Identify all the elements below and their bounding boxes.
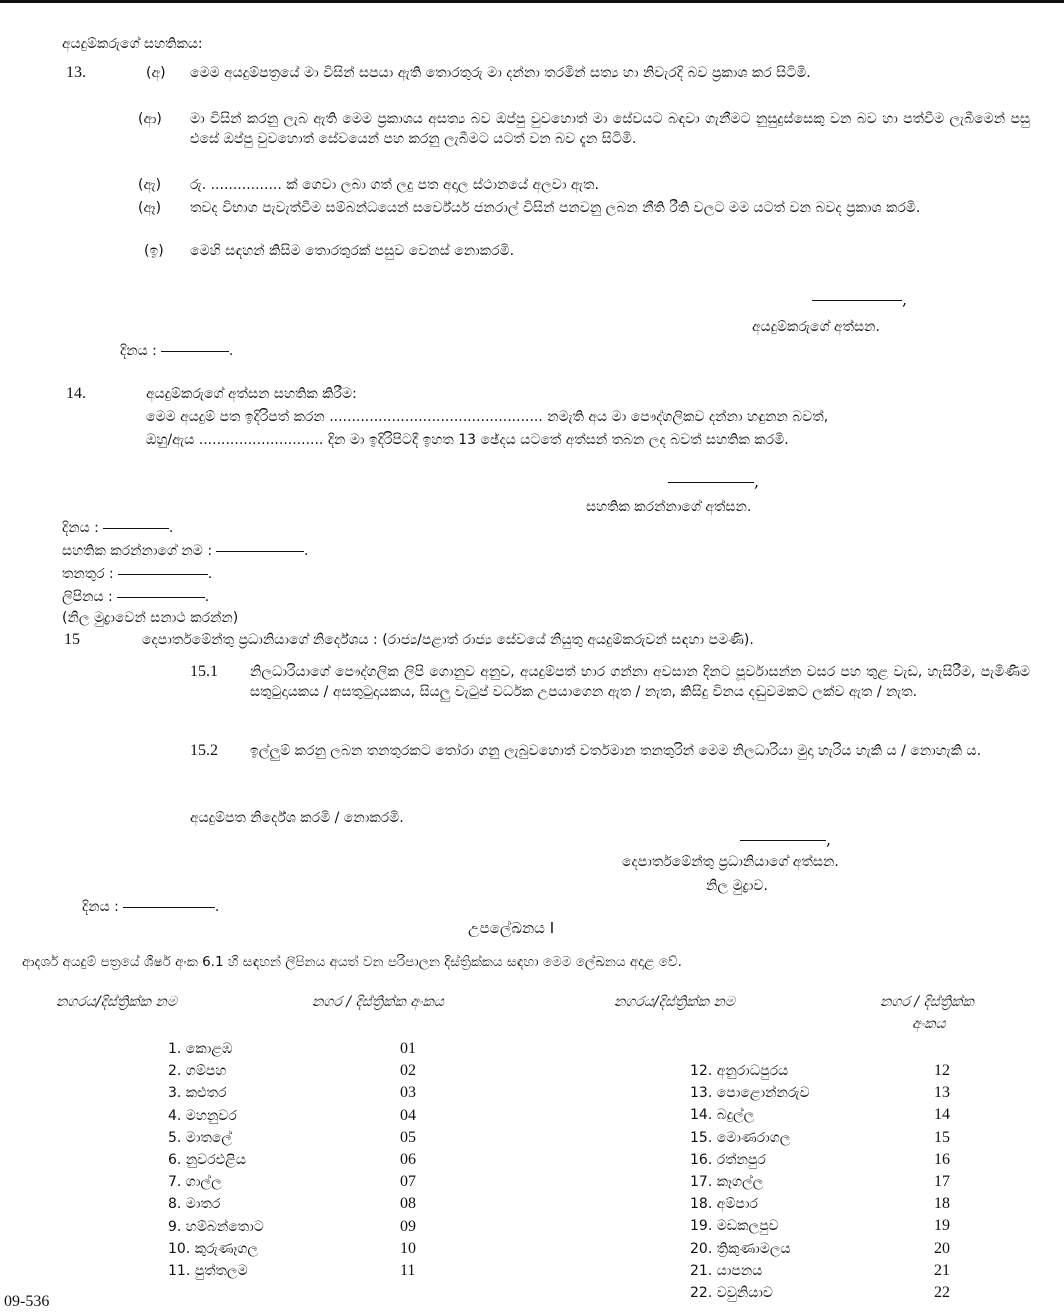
- district-code: 22: [934, 1284, 950, 1301]
- col-header-code-right-1: නගර / දිස්ත්‍රික්ක: [880, 994, 974, 1010]
- s13-item-ae: රු. ................ ක් ගෙවා ලබා ගත් ලදු පත අදාල ස්ථානයේ අලවා ඇත.: [190, 177, 599, 193]
- s13-marker-i: (ඉ): [144, 243, 164, 259]
- district-code: 03: [400, 1084, 416, 1102]
- district-name: 15. මොණරාගල: [690, 1129, 791, 1146]
- recommendation-statement: අයදුම්පත නිර්දේශ කරමි / නොකරමි.: [190, 810, 404, 826]
- district-name: 3. කළුතර: [168, 1085, 227, 1102]
- certifier-signature-label: සහතික කරන්නාගේ අත්සන.: [586, 499, 752, 515]
- certifier-name-field: සහතික කරන්නාගේ නම : .: [62, 543, 309, 559]
- designation-field: තනතුර : .: [62, 566, 213, 582]
- s13-item-i: මෙහි සඳහන් කිසිම තොරතුරක් පසුව වෙනස් නොකරමි.: [190, 243, 515, 259]
- district-name: 14. බදුල්ල: [690, 1107, 755, 1124]
- district-name: 20. ත්‍රිකුණාමලය: [690, 1240, 791, 1257]
- district-name: 2. ගම්පහ: [168, 1063, 227, 1080]
- seal-note: (නිල මුද්‍රාවෙන් සනාථ කරන්න): [62, 610, 239, 626]
- applicant-signature-line: ,: [808, 290, 907, 309]
- col-header-code-right-2: අංකය: [912, 1016, 946, 1032]
- certifier-signature-line: ,: [664, 472, 759, 491]
- district-code: 13: [934, 1084, 950, 1102]
- district-name: 6. නුවරඑළිය: [168, 1152, 246, 1168]
- address-field: ලිපිනය : .: [62, 589, 210, 605]
- district-name: 11. පුත්තලම: [168, 1263, 248, 1279]
- district-code: 21: [934, 1261, 950, 1279]
- district-code: 16: [934, 1150, 950, 1168]
- applicant-signature-label: අයදුම්කරුගේ අත්සන.: [752, 319, 880, 335]
- district-name: 18. අම්පාර: [690, 1196, 758, 1213]
- district-code: 09: [400, 1217, 416, 1235]
- s13-item-aee: තවද විභාග පැවැත්වීම සම්බන්ධයෙන් සර්වේයර් ජනරාල් විසින් පනවනු ලබන නීති රීති වලට මම යටත් වන බවද ප්‍රකාශ කරමි.: [190, 200, 921, 216]
- col-header-name-right: නගරය/දිස්ත්‍රික්ක නම: [614, 994, 735, 1010]
- district-code: 04: [400, 1106, 416, 1124]
- district-name: 12. අනුරාධපුරය: [690, 1063, 789, 1079]
- annex-intro: ආදර්ශ අයදුම් පත්‍රයේ ශීර්ෂ අංක 6.1 හි සඳහන් ලිපිනය අයත් වන පරිපාලන දිස්ත්‍රික්කය සඳහා මෙම ලේඛනය අදාළ වේ.: [22, 954, 682, 970]
- col-header-code-left: නගර / දිස්ත්‍රික්ක අංකය: [312, 994, 444, 1010]
- s14-line-2: ඔහු/ඇය ............................ දින මා ඉදිරිපිටදී ඉහත 13 ඡේදය යටතේ අත්සන් තබන ලද බවත් සහතික කරමි.: [146, 432, 789, 448]
- s15-2-number: 15.2: [190, 742, 218, 759]
- s14-heading: අයදුම්කරුගේ අත්සන සහතික කිරීම:: [146, 386, 357, 402]
- district-code: 14: [934, 1106, 950, 1124]
- s15-1-text: නිලධාරියාගේ පෞද්ගලික ලිපි ගොනුව අනුව, අයදුම්පත් භාර ගන්නා අවසාන දිනට පූර්වාසන්න වසර පහ තුළ වැඩ, හැසිරීම, පැමිණීම සතුටුදායකය / අසතුටුදායකය, සියලු වැටුප් වර්ධක උපයාගෙන ඇත / නැත, කිසිදු විනය දඬුවමකට ලක්ව ඇත / නැත.: [250, 664, 1030, 700]
- head-signature-line: ,: [736, 830, 831, 849]
- district-code: 19: [934, 1217, 950, 1235]
- district-name: 22. වවුනියාව: [690, 1285, 773, 1301]
- district-name: 21. යාපනය: [690, 1262, 763, 1279]
- district-name: 8. මාතර: [168, 1196, 221, 1213]
- s13-item-aa: මා විසින් කරනු ලැබ ඇති මෙම ප්‍රකාශය අසත්‍ය බව ඔප්පු වුවහොත් මා සේවයට බඳවා ගැනීමට නුසුදුස්සෙකු වන බව හා පත්වීම ලැබීමෙන් පසු එසේ ඔප්පු වුවහොත් සේවයෙන් පහ කරනු ලැබීමට යටත් වන බව දැන සිටිමි.: [190, 111, 1030, 147]
- district-name: 4. මහනුවර: [168, 1107, 237, 1124]
- s13-date-field: දිනය : .: [120, 343, 234, 359]
- s14-line-1: මෙම අයදුම් පත ඉදිරිපත් කරන ................................................ නමැති අය මා පෞද්ගලිකව දන්නා හඳුනන බවත්,: [146, 409, 829, 425]
- district-code: 20: [934, 1239, 950, 1257]
- top-rule: [0, 0, 1064, 3]
- section-15-number: 15: [64, 631, 80, 648]
- district-name: 1. කොළඹ: [168, 1041, 233, 1057]
- s13-marker-a: (අ): [146, 65, 166, 81]
- s15-2-text: ඉල්ලුම් කරනු ලබන තනතුරකට තෝරා ගනු ලැබුවහොත් වර්තමාන තනතුරින් මෙම නිලධාරියා මුදා හැරිය හැකි ය / නොහැකි ය.: [250, 743, 982, 759]
- district-name: 16. රත්නපුර: [690, 1151, 766, 1168]
- s15-heading: දෙපාර්තමේන්තු ප්‍රධානියාගේ නිර්දේශය : (රාජ්‍ය/පළාත් රාජ්‍ය සේවයේ නියුතු අයදුම්කරුවන් සඳහා පමණි).: [142, 632, 754, 648]
- district-name: 19. මඩකලපුව: [690, 1218, 779, 1235]
- section-13-number: 13.: [66, 64, 86, 81]
- district-name: 17. කෑගල්ල: [690, 1174, 764, 1190]
- district-code: 11: [400, 1262, 416, 1279]
- certificate-heading: අයදුම්කරුගේ සහතිකය:: [62, 36, 203, 52]
- footer-code: 09-536: [4, 1293, 50, 1310]
- district-code: 10: [400, 1239, 416, 1257]
- district-code: 18: [934, 1195, 950, 1213]
- s15-date-field: දිනය : .: [82, 899, 220, 915]
- s13-marker-aee: (ඈ): [138, 200, 162, 216]
- official-seal-label: නිල මුද්‍රාව.: [706, 878, 768, 894]
- district-code: 01: [400, 1040, 416, 1057]
- district-code: 05: [400, 1128, 416, 1146]
- district-code: 02: [400, 1062, 416, 1080]
- district-name: 5. මාතලේ: [168, 1129, 233, 1146]
- head-signature-label: දෙපාර්තමේන්තු ප්‍රධානියාගේ අත්සන.: [622, 854, 839, 870]
- district-code: 15: [934, 1128, 950, 1146]
- section-14-number: 14.: [66, 385, 86, 402]
- s13-item-a: මෙම අයදුම්පත්‍රයේ මා විසින් සපයා ඇති තොරතුරු මා දන්නා තරමින් සත්‍ය හා නිවැරදි බව ප්‍රකාශ කර සිටිමි.: [190, 65, 811, 81]
- district-name: 7. ගාල්ල: [168, 1174, 222, 1191]
- district-name: 9. හම්බන්තොට: [168, 1218, 264, 1235]
- s15-1-number: 15.1: [190, 663, 218, 680]
- s13-marker-aa: (ආ): [138, 111, 162, 127]
- district-name: 10. කුරුණෑගල: [168, 1240, 259, 1257]
- district-code: 12: [934, 1062, 950, 1079]
- annex-title: උපලේඛනය I: [468, 919, 555, 937]
- district-code: 08: [400, 1195, 416, 1213]
- district-code: 07: [400, 1173, 416, 1191]
- district-code: 06: [400, 1151, 416, 1168]
- district-name: 13. පොළොන්නරුව: [690, 1085, 810, 1102]
- s14-date-field: දිනය : .: [62, 520, 174, 536]
- district-code: 17: [934, 1173, 950, 1190]
- col-header-name-left: නගරය/දිස්ත්‍රික්ක නම: [56, 994, 177, 1010]
- s13-marker-ae: (ඇ): [138, 177, 162, 193]
